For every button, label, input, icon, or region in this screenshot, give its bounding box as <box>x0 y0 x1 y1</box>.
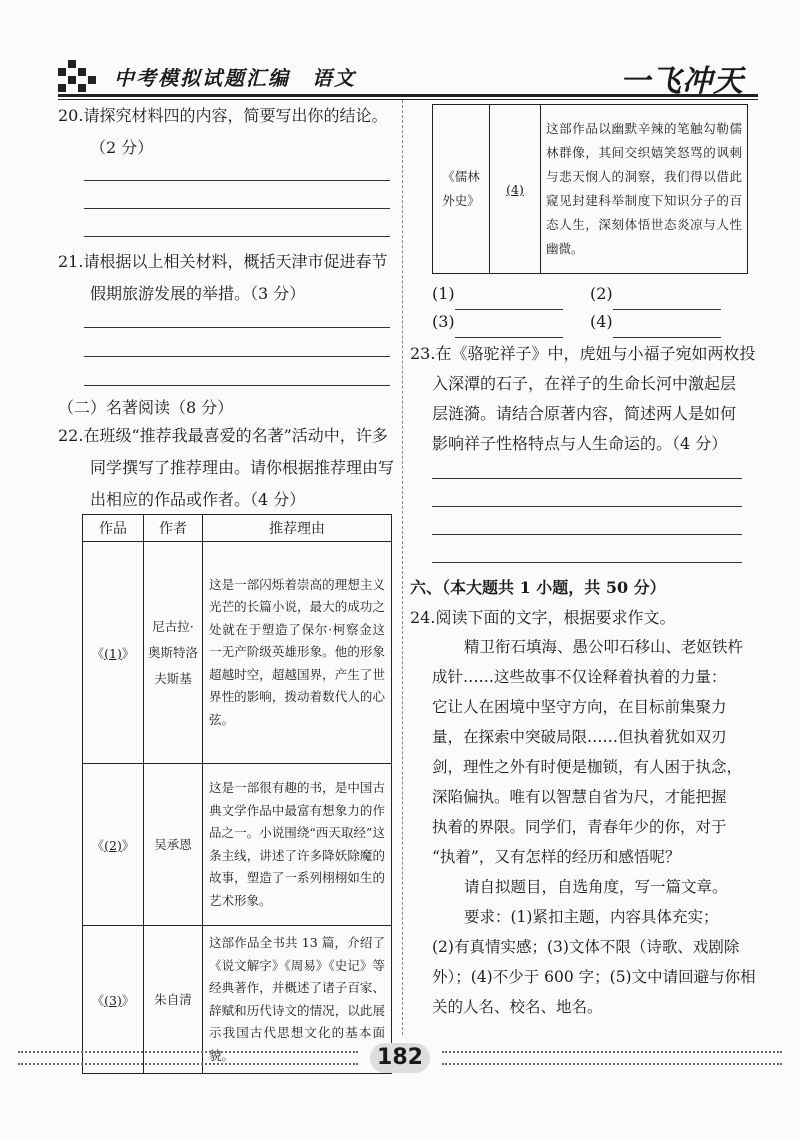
q23-line2: 入深潭的石子，在祥子的生命长河中激起层 <box>432 374 737 393</box>
footer-ornament-right <box>442 1051 782 1065</box>
table-header-reason: 推荐理由 <box>203 515 392 542</box>
answer-line[interactable] <box>432 478 742 479</box>
answer-line[interactable] <box>84 385 390 386</box>
q21-line1: 21.请根据以上相关材料，概括天津市促进春节 <box>58 252 388 271</box>
blank-1[interactable]: (1) <box>104 645 122 661</box>
answer-blank-2[interactable]: (2) <box>590 278 721 310</box>
q23-line4: 影响祥子性格特点与人生命运的。（4 分） <box>432 434 728 453</box>
q20-line1: 20.请探究材料四的内容，简要写出你的结论。 <box>58 106 388 125</box>
header-brand: 一飞冲天 <box>620 64 744 99</box>
table-header-author: 作者 <box>144 515 203 542</box>
work-cell: 《(2)》 <box>83 764 144 926</box>
blank-2[interactable]: (2) <box>104 837 122 853</box>
table-row <box>83 764 392 926</box>
section-2-heading: （二）名著阅读（8 分） <box>58 398 234 417</box>
author-cell <box>490 105 541 274</box>
q24-line1: 24.阅读下面的文字，根据要求作文。 <box>410 608 676 627</box>
answer-blank-1[interactable]: (1) <box>432 278 563 310</box>
page-number: 182 <box>370 1043 430 1073</box>
author-cell: 尼古拉·奥斯特洛夫斯基 <box>144 542 203 764</box>
q24-prompt: 精卫衔石填海、愚公叩石移山、老妪铁杵 成针……这些故事不仅诠释着执着的力量： 它让人在困境中坚守方向，在目标前集聚力 量，在探索中突破局限……但执着犹如双刃 剑，理性之外有时便是枷锁，有人困于执念， 深陷偏执。唯有以智慧自省为尺，才能把握 执着的界限。同学们，青春年少的你，对于 “执着”，又有怎样的经历和感悟呢？ 请自拟题目，自选角度，写一篇文章。 要求：(1)紧扣主题，内容具体充实； (2)有真情实感；(3)文体不限（诗歌、戏剧除 外）；(4)不少于 600 字；(5)文中请回避与你相 关的人名、校名、地名。 <box>432 638 756 1016</box>
answer-line[interactable] <box>84 327 390 328</box>
blank-4[interactable]: (4) <box>506 181 524 197</box>
reason-cell: 这部作品以幽默辛辣的笔触勾勒儒林群像，其间交织嬉笑怒骂的讽刺与悲天悯人的洞察，我们得以借此窥见封建科举制度下知识分子的百态人生，深刻体悟世态炎凉与人性幽微。 <box>541 105 748 274</box>
work-cell: 《儒林外史》 <box>433 105 490 274</box>
reason-cell: 这部作品全书共 13 篇，介绍了《说文解字》《周易》《史记》等经典著作，并概述了诸子百家、辞赋和历代诗文的情况，以此展示我国古代思想文化的基本面貌。 <box>203 926 392 1074</box>
table-header-work: 作品 <box>83 515 144 542</box>
footer-ornament-left <box>18 1051 358 1065</box>
q22-line1: 22.在班级“推荐我最喜爱的名著”活动中，许多 <box>58 426 388 445</box>
answer-blank-4[interactable]: (4) <box>590 306 721 338</box>
author-cell: 吴承恩 <box>144 764 203 926</box>
q20-line2: （2 分） <box>90 138 154 157</box>
q22-line3: 出相应的作品或作者。（4 分） <box>90 490 306 509</box>
answer-line[interactable] <box>84 180 390 181</box>
q23-line1: 23.在《骆驼祥子》中，虎妞与小福子宛如两枚投 <box>410 344 756 363</box>
answer-line[interactable] <box>432 534 742 535</box>
q22-line2: 同学撰写了推荐理由。请你根据推荐理由写 <box>90 458 395 477</box>
answer-blank-3[interactable]: (3) <box>432 306 563 338</box>
header-rule <box>58 94 758 97</box>
table-row <box>433 105 748 274</box>
recommendation-table <box>82 514 392 1074</box>
answer-line[interactable] <box>84 236 390 237</box>
author-cell: 朱自清 <box>144 926 203 1074</box>
answer-line[interactable] <box>84 208 390 209</box>
answer-line[interactable] <box>432 506 742 507</box>
q23-line3: 层涟漪。请结合原著内容，简述两人是如何 <box>432 404 737 423</box>
table-row <box>83 542 392 764</box>
reason-cell: 这是一部闪烁着崇高的理想主义光芒的长篇小说，最大的成功之处就在于塑造了保尔·柯察金这一无产阶级英雄形象。他的形象超越时空，超越国界，产生了世界性的影响，拨动着数代人的心弦。 <box>203 542 392 764</box>
reason-cell: 这是一部很有趣的书，是中国古典文学作品中最富有想象力的作品之一。小说围绕“西天取经”这条主线，讲述了许多降妖除魔的故事，塑造了一系列栩栩如生的艺术形象。 <box>203 764 392 926</box>
section-6-heading: 六、（本大题共 1 小题，共 50 分） <box>410 578 666 597</box>
answer-line[interactable] <box>84 356 390 357</box>
q21-line2: 假期旅游发展的举措。（3 分） <box>90 284 306 303</box>
column-divider <box>402 100 403 1035</box>
work-cell: 《(3)》 <box>83 926 144 1074</box>
blank-3[interactable]: (3) <box>104 992 122 1008</box>
rulin-table <box>432 104 748 274</box>
work-cell: 《(1)》 <box>83 542 144 764</box>
header-title: 中考模拟试题汇编 语文 <box>114 66 356 90</box>
answer-line[interactable] <box>432 562 742 563</box>
